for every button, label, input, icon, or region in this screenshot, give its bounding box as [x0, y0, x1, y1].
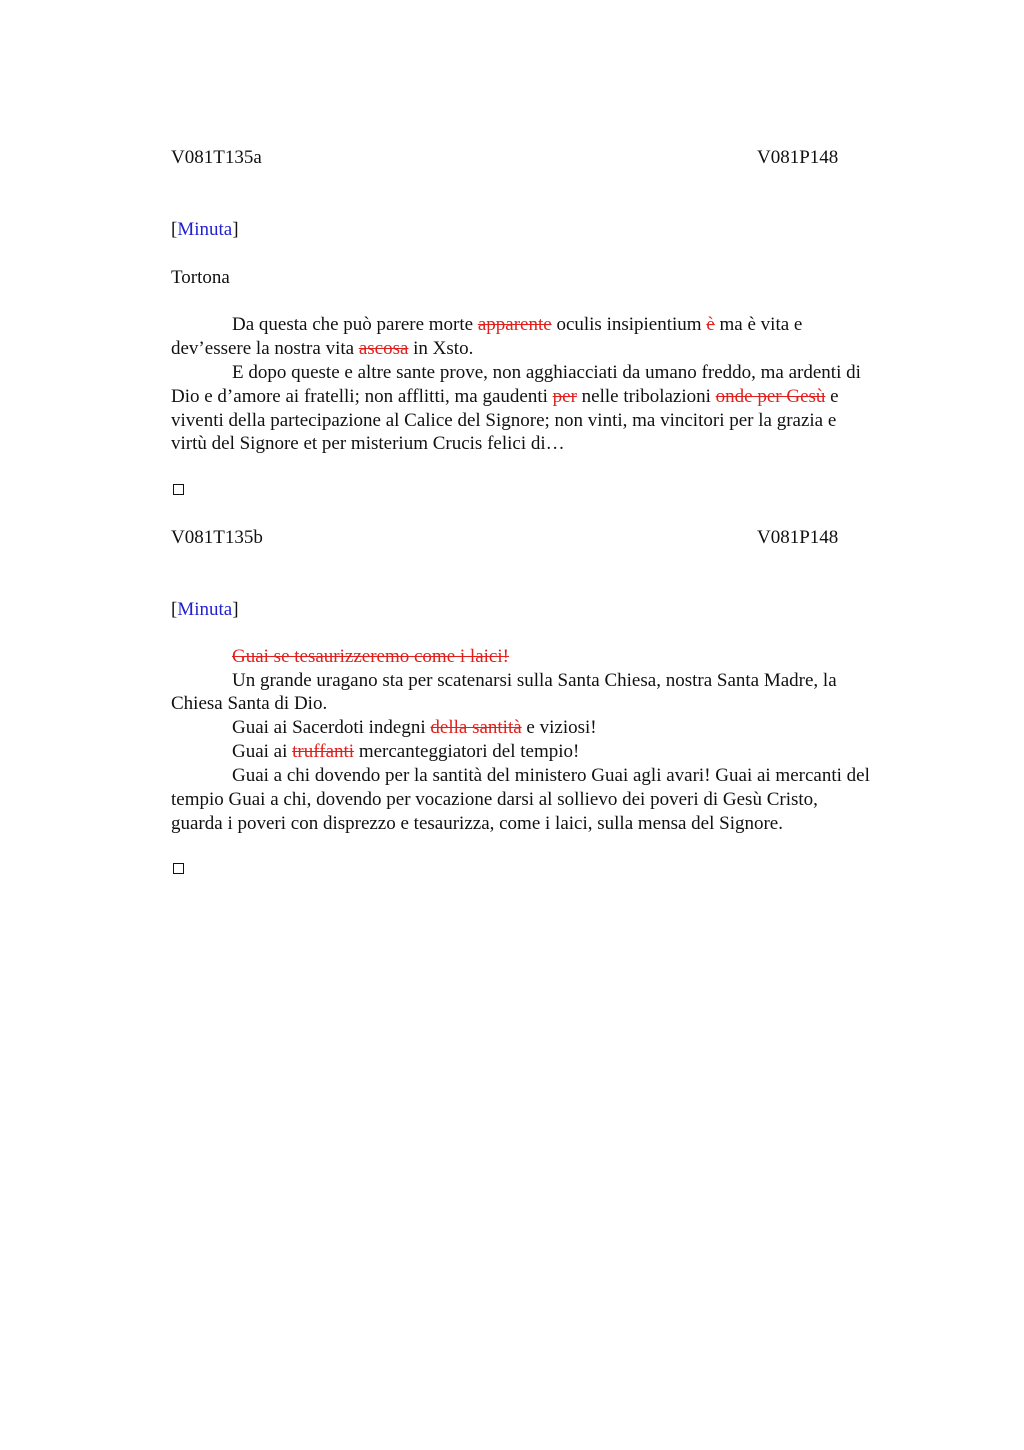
deleted-text: apparente — [477, 314, 552, 335]
text-run: Dio e d’amore ai fratelli; non afflitti, ma gaudenti — [171, 386, 553, 407]
deleted-text: per — [552, 386, 577, 407]
section-b-line-7: tempio Guai a chi, dovendo per vocazione darsi al sollievo dei poveri di Gesù Cristo, — [171, 789, 818, 810]
deleted-text: della santità — [430, 717, 522, 738]
section-a-end-box-icon — [173, 484, 184, 495]
section-b-minuta-label — [171, 598, 239, 622]
section-b-line-5 — [171, 740, 579, 764]
section-b-end-box-icon — [173, 863, 184, 874]
minuta-link: Minuta — [177, 219, 233, 240]
deleted-text: Guai se tesaurizzeremo come i laici! — [232, 646, 509, 667]
bracket-open: [ — [171, 219, 178, 240]
section-a-line-6: virtù del Signore et per misterium Crucis felici di… — [171, 433, 565, 454]
section-a-line-4 — [171, 385, 839, 409]
section-b-line-2: Un grande uragano sta per scatenarsi sulla Santa Chiesa, nostra Santa Madre, la — [232, 670, 837, 691]
bracket-close: ] — [232, 599, 239, 620]
section-b-line-6: Guai a chi dovendo per la santità del ministero Guai agli avari! Guai ai mercanti del — [232, 765, 870, 786]
section-b-code-left: V081T135b — [171, 527, 263, 548]
section-a-minuta-label — [171, 218, 239, 242]
section-b-line-4 — [171, 716, 597, 740]
deleted-text: ascosa — [358, 338, 409, 359]
section-b-line-3: Chiesa Santa di Dio. — [171, 693, 328, 714]
text-run: mercanteggiatori del tempio! — [354, 741, 580, 762]
section-b-line-8: guarda i poveri con disprezzo e tesaurizza, come i laici, sulla mensa del Signore. — [171, 813, 783, 834]
section-b-code-right: V081P148 — [757, 527, 839, 548]
text-run: nelle tribolazioni — [576, 386, 716, 407]
deleted-text: è — [706, 314, 715, 335]
section-b-line-1 — [171, 645, 509, 669]
minuta-link: Minuta — [177, 599, 233, 620]
text-run: dev’essere la nostra vita — [171, 338, 359, 359]
bracket-open: [ — [171, 599, 178, 620]
section-a-line-2 — [171, 337, 473, 361]
section-b-header — [171, 526, 846, 550]
section-a-line-1 — [171, 313, 802, 337]
section-a-code-right: V081P148 — [757, 147, 839, 168]
text-run: oculis insipientium — [551, 314, 707, 335]
text-run: e — [825, 386, 839, 407]
text-run: Da questa che può parere morte — [232, 314, 478, 335]
text-run: e viziosi! — [521, 717, 597, 738]
text-run: Guai ai Sacerdoti indegni — [232, 717, 431, 738]
section-a-place: Tortona — [171, 267, 230, 288]
deleted-text: truffanti — [292, 741, 355, 762]
deleted-text: onde per Gesù — [715, 386, 826, 407]
section-a-line-5: viventi della partecipazione al Calice del Signore; non vinti, ma vincitori per la grazia e — [171, 410, 837, 431]
section-a-code-left: V081T135a — [171, 147, 262, 168]
section-a-header — [171, 146, 846, 170]
text-run: ma è vita e — [714, 314, 803, 335]
bracket-close: ] — [232, 219, 239, 240]
text-run: in Xsto. — [408, 338, 474, 359]
section-a-line-3: E dopo queste e altre sante prove, non agghiacciati da umano freddo, ma ardenti di — [232, 362, 861, 383]
text-run: Guai ai — [232, 741, 293, 762]
